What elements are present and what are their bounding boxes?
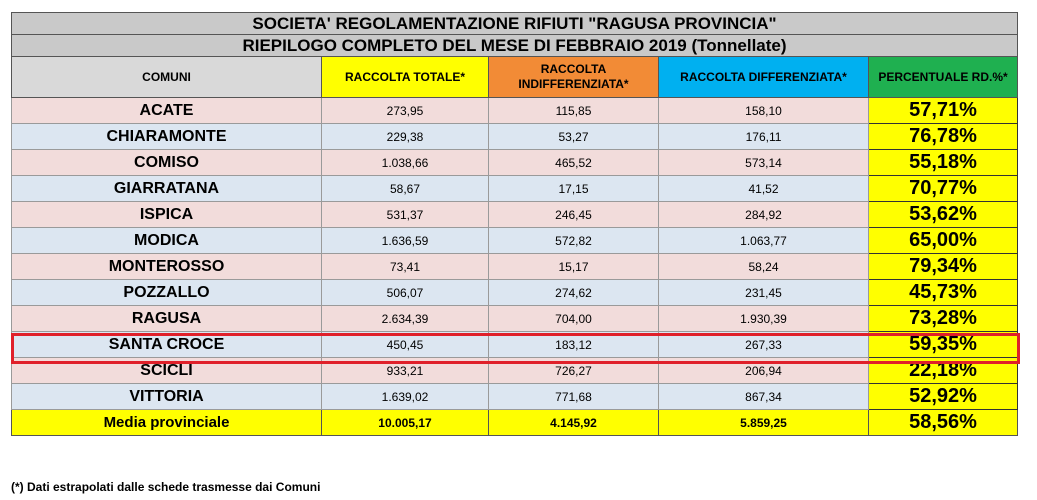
cell-raccolta-differenziata: 1.063,77 [659,228,869,254]
cell-raccolta-indifferenziata: 274,62 [489,280,659,306]
cell-raccolta-totale: 1.038,66 [322,150,489,176]
cell-percentuale: 76,78% [869,124,1018,150]
total-raccolta-indifferenziata: 4.145,92 [489,410,659,436]
table-row [12,254,1018,280]
total-label: Media provinciale [12,410,322,436]
cell-raccolta-differenziata: 284,92 [659,202,869,228]
header-raccolta-indifferenziata [489,57,659,98]
cell-raccolta-totale: 73,41 [322,254,489,280]
table-row [12,228,1018,254]
header-raccolta-totale: RACCOLTA TOTALE* [322,57,489,98]
cell-raccolta-differenziata: 176,11 [659,124,869,150]
total-percentuale: 58,56% [869,410,1018,436]
cell-raccolta-differenziata: 158,10 [659,98,869,124]
cell-comune: SANTA CROCE [12,332,322,358]
cell-raccolta-differenziata: 231,45 [659,280,869,306]
table-title-row [12,13,1018,35]
cell-raccolta-totale: 1.636,59 [322,228,489,254]
cell-raccolta-indifferenziata: 53,27 [489,124,659,150]
cell-percentuale: 55,18% [869,150,1018,176]
header-row [12,57,1018,98]
table-row [12,280,1018,306]
cell-percentuale: 70,77% [869,176,1018,202]
cell-comune: GIARRATANA [12,176,322,202]
cell-percentuale: 45,73% [869,280,1018,306]
cell-raccolta-totale: 58,67 [322,176,489,202]
cell-raccolta-differenziata: 267,33 [659,332,869,358]
table-row [12,332,1018,358]
cell-raccolta-totale: 531,37 [322,202,489,228]
table-row [12,176,1018,202]
cell-raccolta-differenziata: 573,14 [659,150,869,176]
cell-percentuale: 59,35% [869,332,1018,358]
cell-raccolta-differenziata: 206,94 [659,358,869,384]
cell-raccolta-indifferenziata: 115,85 [489,98,659,124]
header-raccolta-differenziata: RACCOLTA DIFFERENZIATA* [659,57,869,98]
cell-raccolta-totale: 506,07 [322,280,489,306]
total-raccolta-differenziata: 5.859,25 [659,410,869,436]
cell-raccolta-totale: 273,95 [322,98,489,124]
table-row [12,98,1018,124]
cell-raccolta-indifferenziata: 183,12 [489,332,659,358]
cell-percentuale: 65,00% [869,228,1018,254]
cell-raccolta-totale: 1.639,02 [322,384,489,410]
cell-raccolta-differenziata: 867,34 [659,384,869,410]
cell-comune: SCICLI [12,358,322,384]
cell-comune: VITTORIA [12,384,322,410]
total-raccolta-totale: 10.005,17 [322,410,489,436]
cell-comune: CHIARAMONTE [12,124,322,150]
table-row [12,306,1018,332]
table-row [12,150,1018,176]
cell-percentuale: 79,34% [869,254,1018,280]
cell-raccolta-totale: 450,45 [322,332,489,358]
cell-comune: MODICA [12,228,322,254]
cell-raccolta-indifferenziata: 246,45 [489,202,659,228]
table-row [12,384,1018,410]
header-percentuale: PERCENTUALE RD.%* [869,57,1018,98]
cell-comune: POZZALLO [12,280,322,306]
table-subtitle-row [12,35,1018,57]
cell-raccolta-totale: 229,38 [322,124,489,150]
cell-comune: RAGUSA [12,306,322,332]
cell-raccolta-indifferenziata: 465,52 [489,150,659,176]
cell-raccolta-indifferenziata: 704,00 [489,306,659,332]
cell-raccolta-totale: 933,21 [322,358,489,384]
header-indiff-line2: INDIFFERENZIATA* [518,77,629,91]
cell-comune: ACATE [12,98,322,124]
header-comuni: COMUNI [12,57,322,98]
header-indiff-line1: RACCOLTA [540,62,607,76]
cell-percentuale: 22,18% [869,358,1018,384]
cell-comune: MONTEROSSO [12,254,322,280]
cell-raccolta-indifferenziata: 572,82 [489,228,659,254]
cell-raccolta-indifferenziata: 726,27 [489,358,659,384]
total-row [12,410,1018,436]
cell-percentuale: 53,62% [869,202,1018,228]
table-row [12,202,1018,228]
table-subtitle: RIEPILOGO COMPLETO DEL MESE DI FEBBRAIO 2019 (Tonnellate) [12,35,1018,57]
cell-raccolta-indifferenziata: 15,17 [489,254,659,280]
cell-comune: COMISO [12,150,322,176]
cell-raccolta-totale: 2.634,39 [322,306,489,332]
footnote: (*) Dati estrapolati dalle schede trasmesse dai Comuni [11,480,321,494]
cell-comune: ISPICA [12,202,322,228]
cell-raccolta-indifferenziata: 17,15 [489,176,659,202]
data-rows [12,98,1018,410]
table-row [12,124,1018,150]
cell-raccolta-differenziata: 58,24 [659,254,869,280]
table-row [12,358,1018,384]
cell-percentuale: 73,28% [869,306,1018,332]
cell-raccolta-differenziata: 41,52 [659,176,869,202]
table-title: SOCIETA' REGOLAMENTAZIONE RIFIUTI "RAGUSA PROVINCIA" [12,13,1018,35]
cell-raccolta-differenziata: 1.930,39 [659,306,869,332]
cell-percentuale: 57,71% [869,98,1018,124]
waste-summary-table [11,12,1018,436]
cell-raccolta-indifferenziata: 771,68 [489,384,659,410]
cell-percentuale: 52,92% [869,384,1018,410]
